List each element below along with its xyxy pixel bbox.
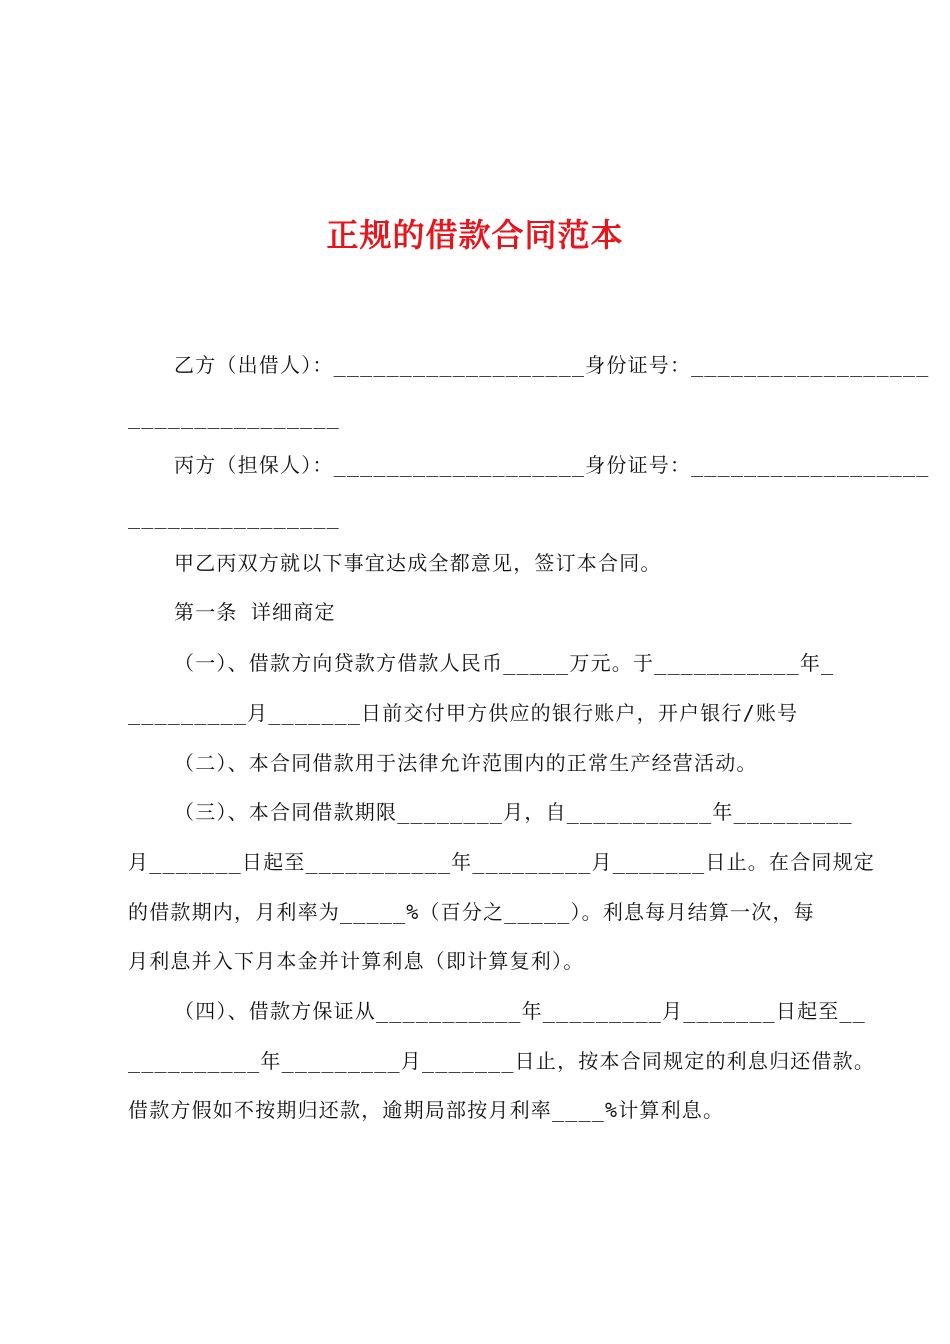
document-title: 正规的借款合同范本 [326,216,624,254]
party-b-line-continued: ________________ [128,405,340,429]
clause-three-line-4: 月利息并入下月本金并计算利息（即计算复利）。 [128,949,585,973]
party-c-line: 丙方（担保人）：___________________身份证号：__________________ [174,453,930,477]
clause-one-line-2: _________月_______日前交付甲方供应的银行账户，开户银行/账号 [128,701,799,725]
party-c-line-continued: ________________ [128,505,340,529]
clause-three-line-2: 月_______日起至___________年_________月_______日止。在合同规定 [128,850,875,874]
party-b-line: 乙方（出借人）：___________________身份证号：__________________ [174,353,930,377]
clause-four-line-1: （四）、借款方保证从___________年_________月_______日起至__ [174,999,866,1023]
clause-three-line-3: 的借款期内，月利率为_____%（百分之_____）。利息每月结算一次，每 [128,900,815,924]
clause-two: （二）、本合同借款用于法律允许范围内的正常生产经营活动。 [174,751,758,775]
clause-four-line-3: 借款方假如不按期归还款，逾期局部按月利率____%计算利息。 [128,1098,725,1122]
clause-three-line-1: （三）、本合同借款期限________月，自___________年_________ [174,800,853,824]
article-one-heading: 第一条 详细商定 [174,600,336,624]
agreement-statement: 甲乙丙双方就以下事宜达成全都意见，签订本合同。 [174,551,662,575]
clause-four-line-2: __________年_________月_______日止，按本合同规定的利息归还借款。 [128,1049,876,1073]
clause-one-line-1: （一）、借款方向贷款方借款人民币_____万元。于___________年_ [174,651,835,675]
